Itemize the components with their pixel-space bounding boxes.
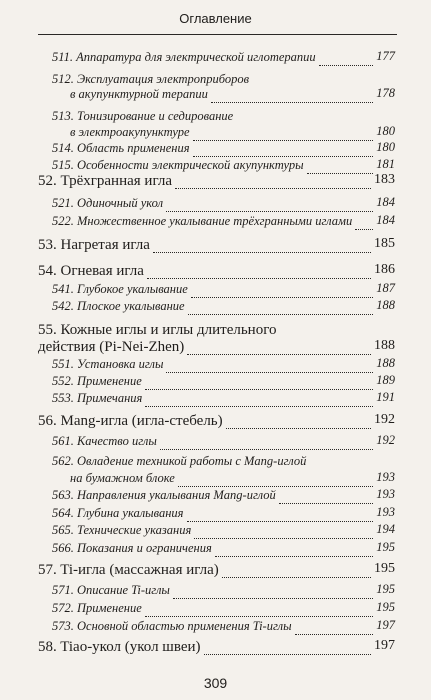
toc-entry-page: 181	[376, 157, 395, 171]
leader-dots	[173, 582, 373, 599]
toc-entry-page: 195	[376, 540, 395, 554]
toc-entry-page: 194	[376, 522, 395, 536]
toc-entry	[0, 236, 431, 256]
leader-dots	[279, 487, 373, 504]
leader-dots	[187, 338, 371, 355]
toc-entry-page: 188	[374, 338, 395, 353]
toc-entry-page: 191	[376, 390, 395, 404]
toc-entry-title: 58. Tiao-укол (укол швеи)	[38, 639, 201, 655]
leader-dots	[166, 356, 373, 373]
page-number: 309	[203, 675, 228, 691]
leader-dots	[191, 281, 373, 298]
leader-dots	[193, 124, 374, 141]
toc-entry-page: 186	[374, 262, 395, 277]
leader-dots	[355, 213, 373, 230]
toc-entry	[0, 561, 431, 581]
toc-entry-page: 193	[376, 487, 395, 501]
toc-entry-title: 514. Область применения	[52, 141, 190, 155]
toc-entry-title: 53. Нагретая игла	[38, 237, 150, 253]
leader-dots	[222, 561, 371, 578]
toc-entry-page: 184	[376, 195, 395, 209]
toc-entry-title: 571. Описание Ti-иглы	[52, 583, 170, 597]
toc-entry-title: 56. Mang-игла (игла-стебель)	[38, 413, 223, 429]
leader-dots	[211, 86, 373, 103]
toc-entry	[0, 262, 431, 282]
toc-entry	[0, 338, 431, 358]
toc-entry-title: 566. Показания и ограничения	[52, 541, 212, 555]
toc-entry-page: 192	[374, 412, 395, 427]
leader-dots	[204, 638, 371, 655]
toc-entry	[0, 49, 431, 69]
toc-entry-title: 564. Глубина укалывания	[52, 506, 184, 520]
toc-entry-page: 192	[376, 433, 395, 447]
toc-entry	[0, 540, 431, 560]
toc-entry-title: действия (Pi-Nei-Zhen)	[38, 339, 185, 355]
leader-dots	[175, 172, 371, 189]
toc-entry-page: 193	[376, 505, 395, 519]
toc-entry	[0, 86, 431, 106]
toc-entry-page: 184	[376, 213, 395, 227]
toc-entry-page: 178	[376, 86, 395, 100]
leader-dots	[187, 505, 374, 522]
toc-entry-title: 573. Основной областью применения Ti-иглы	[52, 619, 292, 633]
toc-entry-title: 542. Плоское укалывание	[52, 299, 185, 313]
toc-entry	[0, 172, 431, 192]
toc-entry	[0, 433, 431, 453]
toc-entry	[0, 522, 431, 542]
leader-dots	[226, 412, 371, 429]
toc-entry-title: 572. Применение	[52, 601, 142, 615]
toc-entry-title: 515. Особенности электрической акупунктуры	[52, 158, 304, 172]
toc-entry-page: 195	[374, 561, 395, 576]
toc-entry-page: 180	[376, 140, 395, 154]
header-title: Оглавление	[179, 11, 252, 26]
leader-dots	[194, 522, 373, 539]
toc-entry	[0, 390, 431, 410]
toc-entry-page: 185	[374, 236, 395, 251]
toc-entry	[0, 412, 431, 432]
leader-dots	[145, 600, 373, 617]
toc-entry-page: 188	[376, 356, 395, 370]
leader-dots	[178, 470, 373, 487]
toc-entry-page: 197	[376, 618, 395, 632]
leader-dots	[160, 433, 373, 450]
leader-dots	[319, 49, 374, 66]
toc-entry-title: 522. Множественное укалывание трёхгранными иглами	[52, 214, 353, 228]
toc-entry-title: 52. Трёхгранная игла	[38, 173, 172, 189]
toc-entry-title: 541. Глубокое укалывание	[52, 282, 188, 296]
toc-entry-page: 177	[376, 49, 395, 63]
leader-dots	[295, 618, 374, 635]
toc-entry-page: 197	[374, 638, 395, 653]
toc-entry	[0, 600, 431, 620]
toc-entry-title: на бумажном блоке	[70, 471, 175, 485]
toc-entry-title: 551. Установка иглы	[52, 357, 164, 371]
toc-entry-title: 512. Эксплуатация электроприборов	[52, 72, 250, 86]
toc-entry-title: 511. Аппаратура для электрической иглотерапии	[52, 50, 316, 64]
toc-entry-page: 188	[376, 298, 395, 312]
leader-dots	[215, 540, 373, 557]
toc-entry-title: 521. Одиночный укол	[52, 196, 164, 210]
toc-entry	[0, 213, 431, 233]
leader-dots	[193, 140, 374, 157]
toc-entry-title: 561. Качество иглы	[52, 434, 157, 448]
toc-entry-title: 565. Технические указания	[52, 523, 192, 537]
toc-entry	[0, 487, 431, 507]
toc-entry-page: 195	[376, 600, 395, 614]
leader-dots	[147, 262, 371, 279]
toc-entry-title: 57. Ti-игла (массажная игла)	[38, 562, 219, 578]
toc-entry-title: 552. Применение	[52, 374, 142, 388]
toc-entry	[0, 638, 431, 658]
toc-entry	[0, 618, 431, 638]
toc-entry-page: 180	[376, 124, 395, 138]
leader-dots	[145, 373, 373, 390]
leader-dots	[188, 298, 374, 315]
toc-entry-title: 513. Тонизирование и седирование	[52, 109, 234, 123]
toc-entry-title: 563. Направления укалывания Mang-иглой	[52, 488, 276, 502]
toc-entry-page: 187	[376, 281, 395, 295]
toc-entry	[0, 298, 431, 318]
toc-entry-title: 54. Огневая игла	[38, 263, 144, 279]
toc-entry-page: 193	[376, 470, 395, 484]
toc-entry	[0, 582, 431, 602]
toc-entry-title: в акупунктурной терапии	[70, 87, 208, 101]
leader-dots	[153, 236, 371, 253]
toc-entry-page: 189	[376, 373, 395, 387]
toc-entry-title: 553. Примечания	[52, 391, 143, 405]
toc-entry	[0, 195, 431, 215]
toc-entry-page: 183	[374, 172, 395, 187]
toc-entry-title: 55. Кожные иглы и иглы длительного	[38, 322, 277, 338]
toc-entry-page: 195	[376, 582, 395, 596]
leader-dots	[166, 195, 373, 212]
toc-entry-title: 562. Овладение техникой работы с Mang-иглой	[52, 454, 307, 468]
leader-dots	[145, 390, 373, 407]
toc-entry-title: в электроакупунктуре	[70, 125, 190, 139]
